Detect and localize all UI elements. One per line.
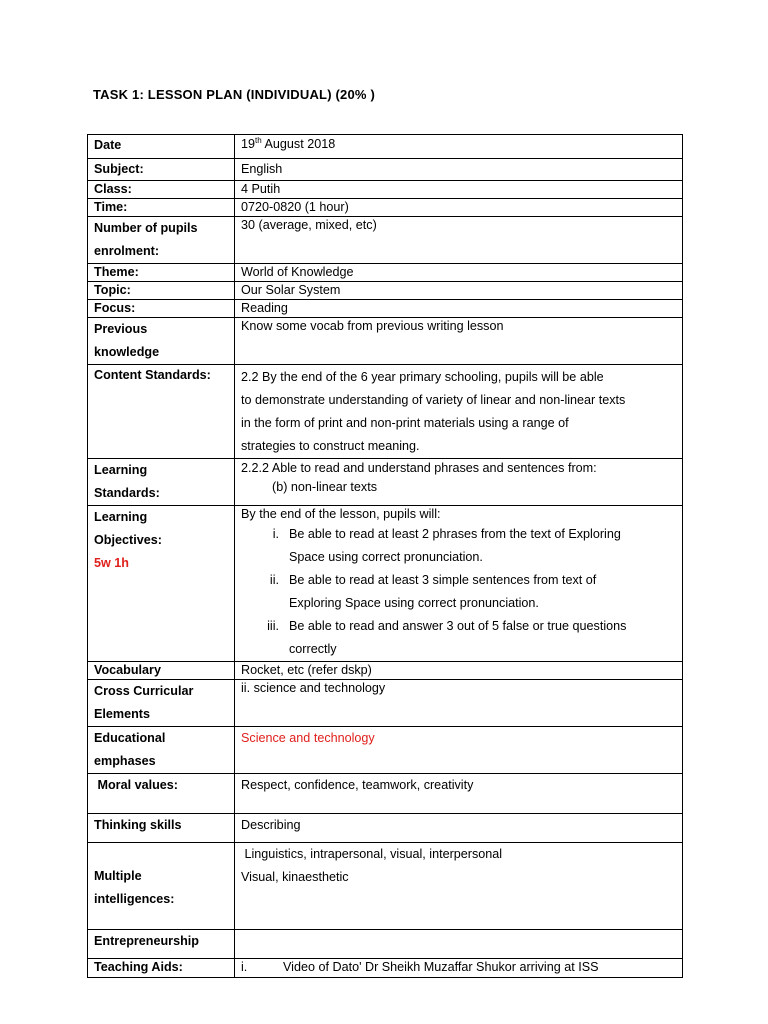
aids-label: Teaching Aids: <box>88 959 235 978</box>
vocab-label: Vocabulary <box>88 662 235 680</box>
focus-value: Reading <box>235 300 683 318</box>
row-vocabulary <box>88 662 683 680</box>
row-educational-emphases <box>88 727 683 774</box>
theme-value: World of Knowledge <box>235 264 683 282</box>
thinking-label: Thinking skills <box>88 814 235 843</box>
edu-value: Science and technology <box>235 727 683 774</box>
row-teaching-aids <box>88 959 683 978</box>
row-cross-curricular <box>88 680 683 727</box>
row-time <box>88 199 683 217</box>
aids-value: i. Video of Dato' Dr Sheikh Muzaffar Shukor arriving at ISS <box>235 959 683 978</box>
previous-value: Know some vocab from previous writing lesson <box>235 318 683 365</box>
content-label: Content Standards: <box>88 365 235 459</box>
cross-value: ii. science and technology <box>235 680 683 727</box>
topic-value: Our Solar System <box>235 282 683 300</box>
moral-label: Moral values: <box>88 774 235 814</box>
date-suffix: th <box>255 135 262 145</box>
row-thinking-skills <box>88 814 683 843</box>
document-title: TASK 1: LESSON PLAN (INDIVIDUAL) (20% ) <box>93 87 376 102</box>
row-date <box>88 135 683 159</box>
list-item: i. Be able to read at least 2 phrases from the text of Exploring Space using correct pronunciation. <box>272 527 621 564</box>
row-content-standards <box>88 365 683 459</box>
row-learning-standards <box>88 459 683 506</box>
pupils-value: 30 (average, mixed, etc) <box>235 217 683 264</box>
objectives-value: By the end of the lesson, pupils will: i. Be able to read at least 2 phrases from the text of Exploring Space using correct pronunciation. ii. Be able to read at least 3 simple sentences from text of Exploring Space using correct pronunciation. iii. Be able to read and answer 3 out of 5 false or true questions correctly <box>235 506 683 662</box>
objectives-list <box>241 523 676 661</box>
row-objectives <box>88 506 683 662</box>
cross-label: Cross Curricular Elements <box>88 680 235 727</box>
class-value: 4 Putih <box>235 181 683 199</box>
lesson-plan-table <box>87 134 683 978</box>
date-value <box>235 135 683 159</box>
row-topic <box>88 282 683 300</box>
list-item: ii. Be able to read at least 3 simple sentences from text of Exploring Space using correct pronunciation. <box>269 573 597 610</box>
multiple-label: Multiple intelligences: <box>88 843 235 930</box>
content-value: 2.2 By the end of the 6 year primary schooling, pupils will be able to demonstrate understanding of variety of linear and non-linear texts in the form of print and non-print materials using a range of strategies to construct meaning. <box>235 365 683 459</box>
row-theme <box>88 264 683 282</box>
entre-value <box>235 930 683 959</box>
row-focus <box>88 300 683 318</box>
vocab-value: Rocket, etc (refer dskp) <box>235 662 683 680</box>
entre-label: Entrepreneurship <box>88 930 235 959</box>
moral-value: Respect, confidence, teamwork, creativity <box>235 774 683 814</box>
date-label: Date <box>88 135 235 159</box>
learning-std-value: 2.2.2 Able to read and understand phrases and sentences from: (b) non-linear texts <box>235 459 683 506</box>
row-subject <box>88 159 683 181</box>
time-label: Time: <box>88 199 235 217</box>
class-label: Class: <box>88 181 235 199</box>
objectives-label: Learning Objectives: 5w 1h <box>88 506 235 662</box>
subject-value: English <box>235 159 683 181</box>
multiple-value: Linguistics, intrapersonal, visual, interpersonal Visual, kinaesthetic <box>235 843 683 930</box>
row-class <box>88 181 683 199</box>
row-multiple-intelligences <box>88 843 683 930</box>
thinking-value: Describing <box>235 814 683 843</box>
edu-label: Educational emphases <box>88 727 235 774</box>
pupils-label: Number of pupils enrolment: <box>88 217 235 264</box>
five-w-one-h-note: 5w 1h <box>94 556 129 570</box>
previous-label: Previous knowledge <box>88 318 235 365</box>
date-day: 19 <box>241 137 256 151</box>
date-rest: August 2018 <box>261 137 336 151</box>
row-previous <box>88 318 683 365</box>
list-item: iii. Be able to read and answer 3 out of 5 false or true questions correctly <box>267 619 627 656</box>
focus-label: Focus: <box>88 300 235 318</box>
time-value: 0720-0820 (1 hour) <box>235 199 683 217</box>
row-pupils <box>88 217 683 264</box>
row-entrepreneurship <box>88 930 683 959</box>
topic-label: Topic: <box>88 282 235 300</box>
theme-label: Theme: <box>88 264 235 282</box>
row-moral-values <box>88 774 683 814</box>
learning-std-label: Learning Standards: <box>88 459 235 506</box>
subject-label: Subject: <box>88 159 235 181</box>
